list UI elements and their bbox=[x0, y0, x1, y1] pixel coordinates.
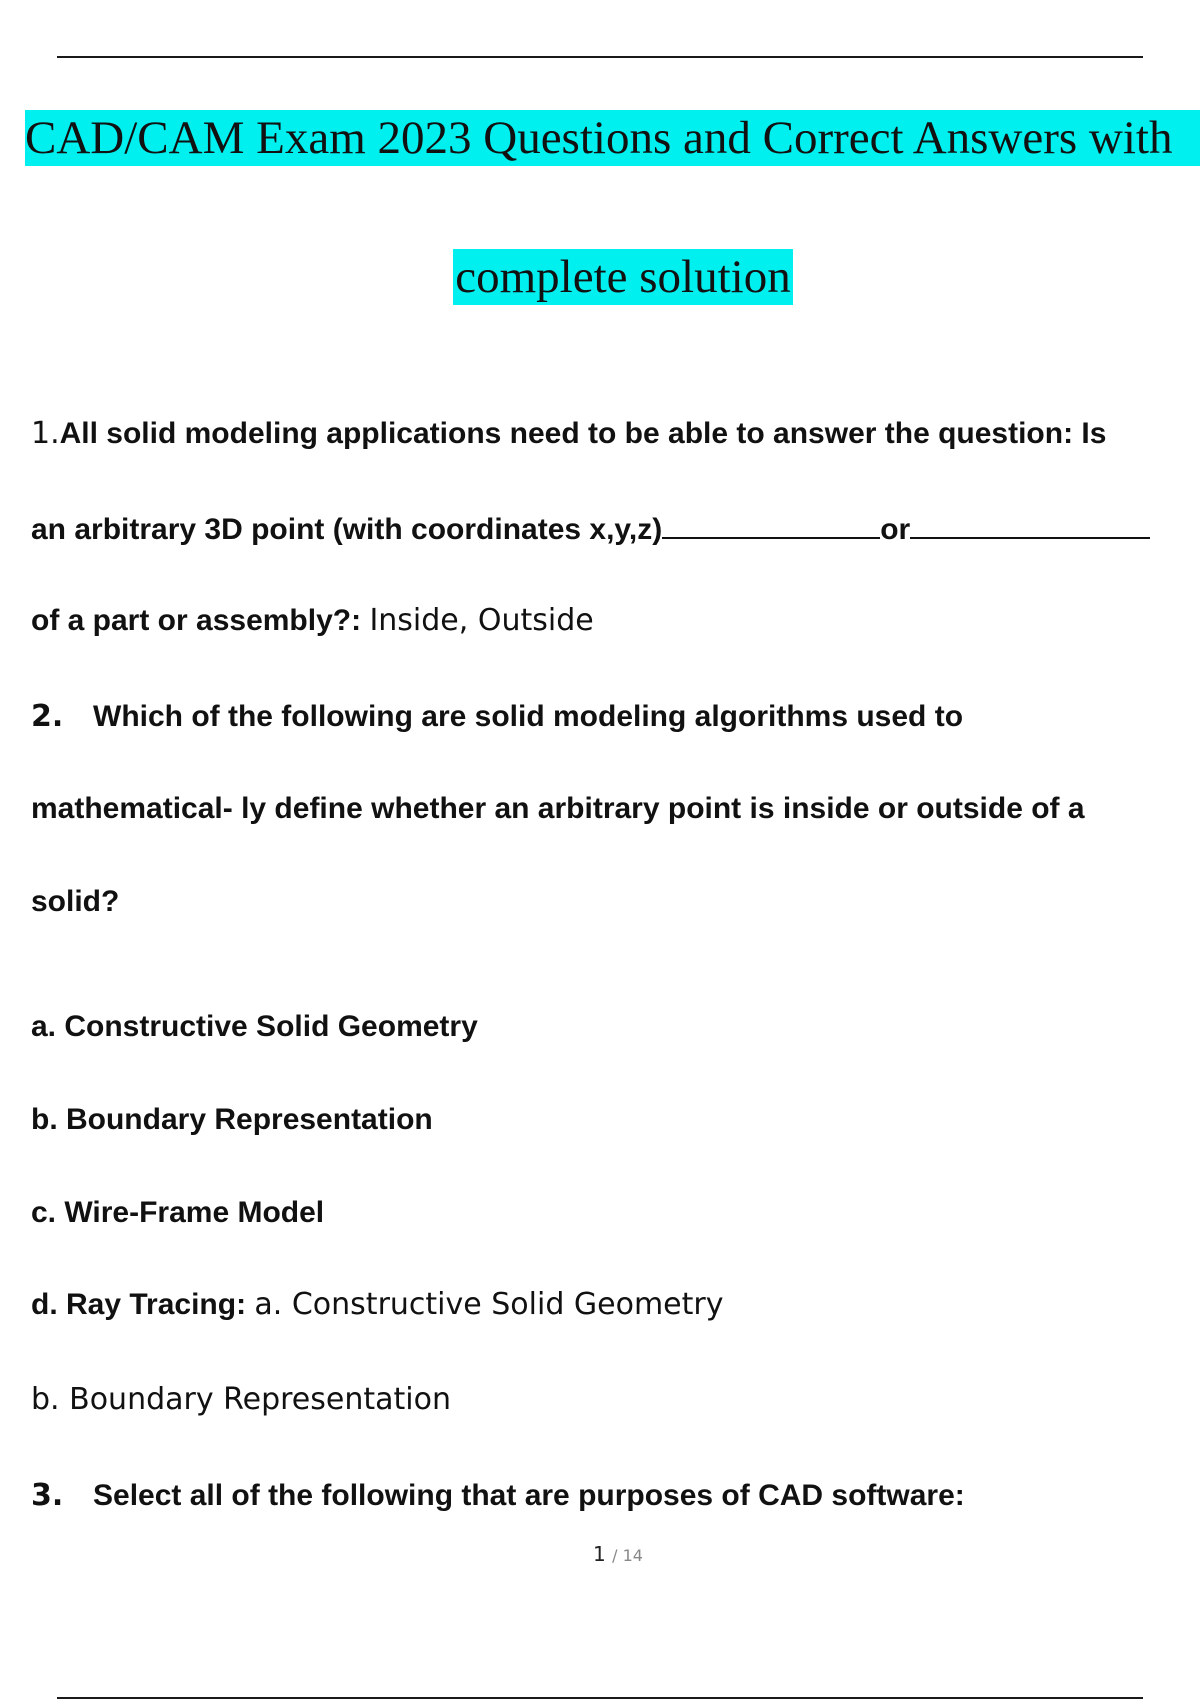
answer-blank-1 bbox=[662, 509, 880, 539]
document-title-line-2 bbox=[0, 249, 1200, 305]
document-title-line-1 bbox=[25, 110, 1200, 166]
question-2-line-2 bbox=[31, 791, 1085, 827]
question-1-text: All solid modeling applications need to be able to answer the question: Is bbox=[59, 417, 1107, 450]
question-2-answer-1: a. Constructive Solid Geometry bbox=[254, 1287, 724, 1322]
question-1-or: or bbox=[880, 513, 911, 546]
question-3-number: 3. bbox=[31, 1478, 64, 1513]
question-2-line-3 bbox=[31, 884, 119, 920]
page-total: / 14 bbox=[612, 1546, 643, 1565]
question-2-text: solid? bbox=[31, 885, 120, 918]
question-1-text-end: of a part or assembly?: bbox=[31, 604, 362, 637]
answer-blank-2 bbox=[910, 509, 1150, 539]
question-2-text: Which of the following are solid modeling algorithms used to bbox=[93, 700, 964, 733]
page-current: 1 bbox=[593, 1542, 606, 1566]
question-1-number: 1. bbox=[31, 416, 60, 451]
top-rule bbox=[57, 56, 1143, 58]
question-2-number: 2. bbox=[31, 699, 64, 734]
question-1-line-1 bbox=[31, 416, 1106, 452]
question-2-text: mathematical- ly define whether an arbitrary point is inside or outside of a bbox=[31, 792, 1085, 825]
question-3-line-1 bbox=[31, 1478, 965, 1514]
question-2-option-d-label: d. Ray Tracing: bbox=[31, 1288, 247, 1321]
question-2-option-a: a. Constructive Solid Geometry bbox=[31, 1010, 478, 1043]
question-1-text-part: an arbitrary 3D point (with coordinates x,y,z) bbox=[31, 513, 663, 546]
question-2-line-1 bbox=[31, 699, 963, 735]
title-highlight: CAD/CAM Exam 2023 Questions and Correct Answers with bbox=[25, 110, 1200, 166]
title-highlight: complete solution bbox=[455, 251, 791, 303]
question-2-option-b: b. Boundary Representation bbox=[31, 1103, 433, 1136]
question-1-line-3 bbox=[31, 603, 594, 639]
page-number bbox=[0, 1542, 1200, 1566]
question-1-answer: Inside, Outside bbox=[369, 603, 594, 638]
question-2-option-d bbox=[31, 1287, 724, 1323]
question-1-line-2 bbox=[31, 509, 1150, 548]
question-3-text: Select all of the following that are purposes of CAD software: bbox=[93, 1479, 965, 1512]
question-2-answer-2: b. Boundary Representation bbox=[31, 1382, 451, 1417]
question-2-option-c: c. Wire-Frame Model bbox=[31, 1196, 325, 1229]
bottom-rule bbox=[57, 1697, 1143, 1699]
